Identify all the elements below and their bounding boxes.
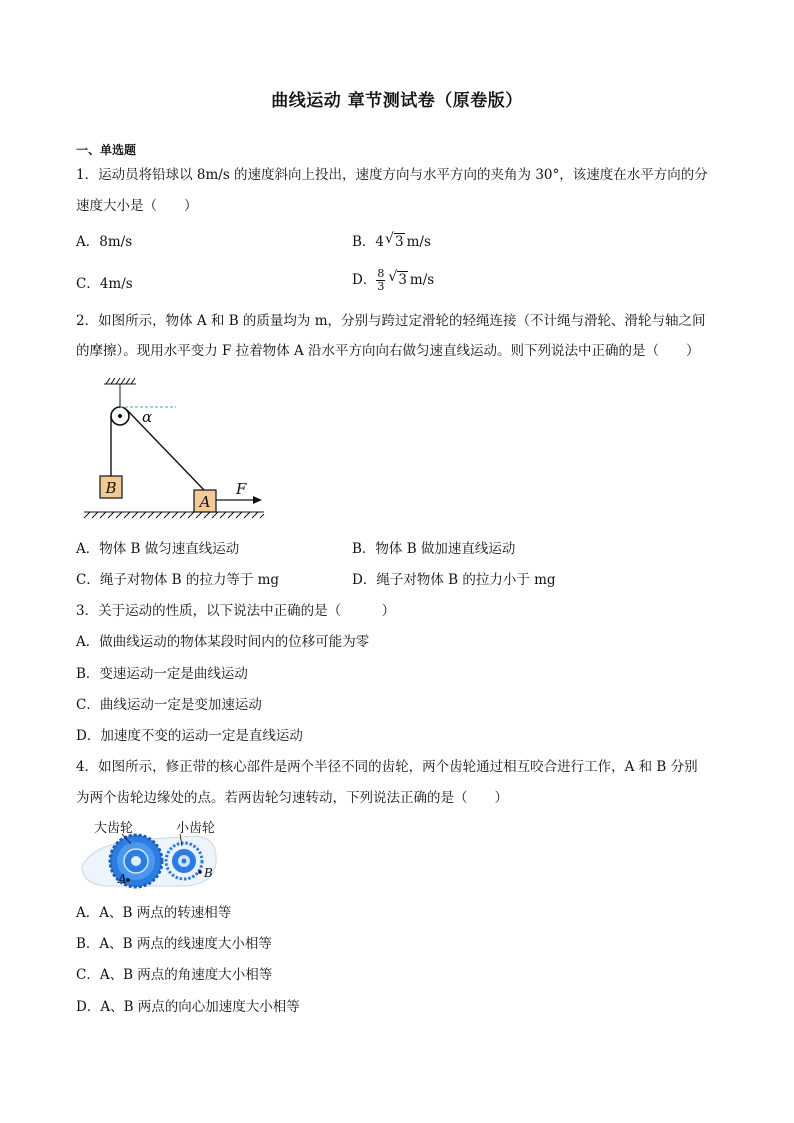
q1-stem-line1: 1．运动员将铅球以 8m/s 的速度斜向上投出，速度方向与水平方向的夹角为 30°，该速度在水平方向的分 — [76, 167, 708, 183]
rope-to-a — [127, 410, 204, 490]
q1-option-b: B．4 √ 3 m/s — [352, 231, 431, 250]
sqrt-symbol: √ 3 — [385, 231, 404, 250]
small-gear — [166, 843, 202, 879]
q3-option-d: D．加速度不变的运动一定是直线运动 — [76, 728, 303, 744]
q4-option-a: A．A、B 两点的转速相等 — [76, 905, 232, 921]
ground — [84, 512, 264, 518]
q1-stem-line2: 速度大小是（ ） — [76, 198, 198, 214]
angle-label: α — [142, 408, 153, 426]
q2-stem-line2: 的摩擦）。现用水平变力 F 拉着物体 A 沿水平方向向右做匀速直线运动。则下列说法中正确的是（ ） — [76, 343, 700, 359]
q1-option-a: A．8m/s — [76, 234, 133, 250]
q3-stem: 3．关于运动的性质，以下说法中正确的是（ ） — [76, 603, 396, 619]
q3-option-c: C．曲线运动一定是变加速运动 — [76, 697, 262, 713]
point-b-label: B — [204, 866, 213, 880]
pulley-diagram — [76, 374, 276, 524]
q2-option-b: B．物体 B 做加速直线运动 — [352, 541, 516, 557]
correction-tape-gears — [76, 814, 226, 894]
sqrt-symbol: √ 3 — [388, 269, 407, 288]
fraction: $\frac{8}{3}$ — [377, 267, 385, 293]
ceiling-support — [104, 378, 136, 407]
q1-option-d: D． $\frac{8}{3}$ √ 3 m/s — [352, 267, 435, 293]
q2-option-d: D．绳子对物体 B 的拉力小于 mg — [352, 572, 556, 588]
point-a-label: A — [118, 872, 127, 886]
q3-option-b: B．变速运动一定是曲线运动 — [76, 666, 248, 682]
section-heading: 一、单选题 — [76, 143, 137, 157]
q1-option-c: C．4m/s — [76, 276, 133, 292]
force-label: F — [236, 480, 247, 498]
q4-option-d: D．A、B 两点的向心加速度大小相等 — [76, 999, 300, 1015]
q4-stem-line1: 4．如图所示，修正带的核心部件是两个半径不同的齿轮，两个齿轮通过相互咬合进行工作，A 和 B 分别 — [76, 759, 698, 775]
q4-option-c: C．A、B 两点的角速度大小相等 — [76, 967, 273, 983]
q4-stem-line2: 为两个齿轮边缘处的点。若两齿轮匀速转动，下列说法正确的是（ ） — [76, 790, 508, 806]
q2-stem-line1: 2．如图所示，物体 A 和 B 的质量均为 m，分别与跨过定滑轮的轻绳连接（不计绳与滑轮、滑轮与轴之间 — [76, 313, 706, 329]
block-a-label: A — [199, 493, 211, 511]
page-title: 曲线运动 章节测试卷（原卷版） — [271, 91, 523, 111]
block-b-label: B — [105, 479, 117, 497]
q4-option-b: B．A、B 两点的线速度大小相等 — [76, 936, 272, 952]
q3-option-a: A．做曲线运动的物体某段时间内的位移可能为零 — [76, 634, 370, 650]
q2-option-a: A．物体 B 做匀速直线运动 — [76, 541, 240, 557]
big-gear-label: 大齿轮 — [94, 821, 134, 836]
q2-option-c: C．绳子对物体 B 的拉力等于 mg — [76, 572, 280, 588]
small-gear-label: 小齿轮 — [176, 821, 216, 836]
